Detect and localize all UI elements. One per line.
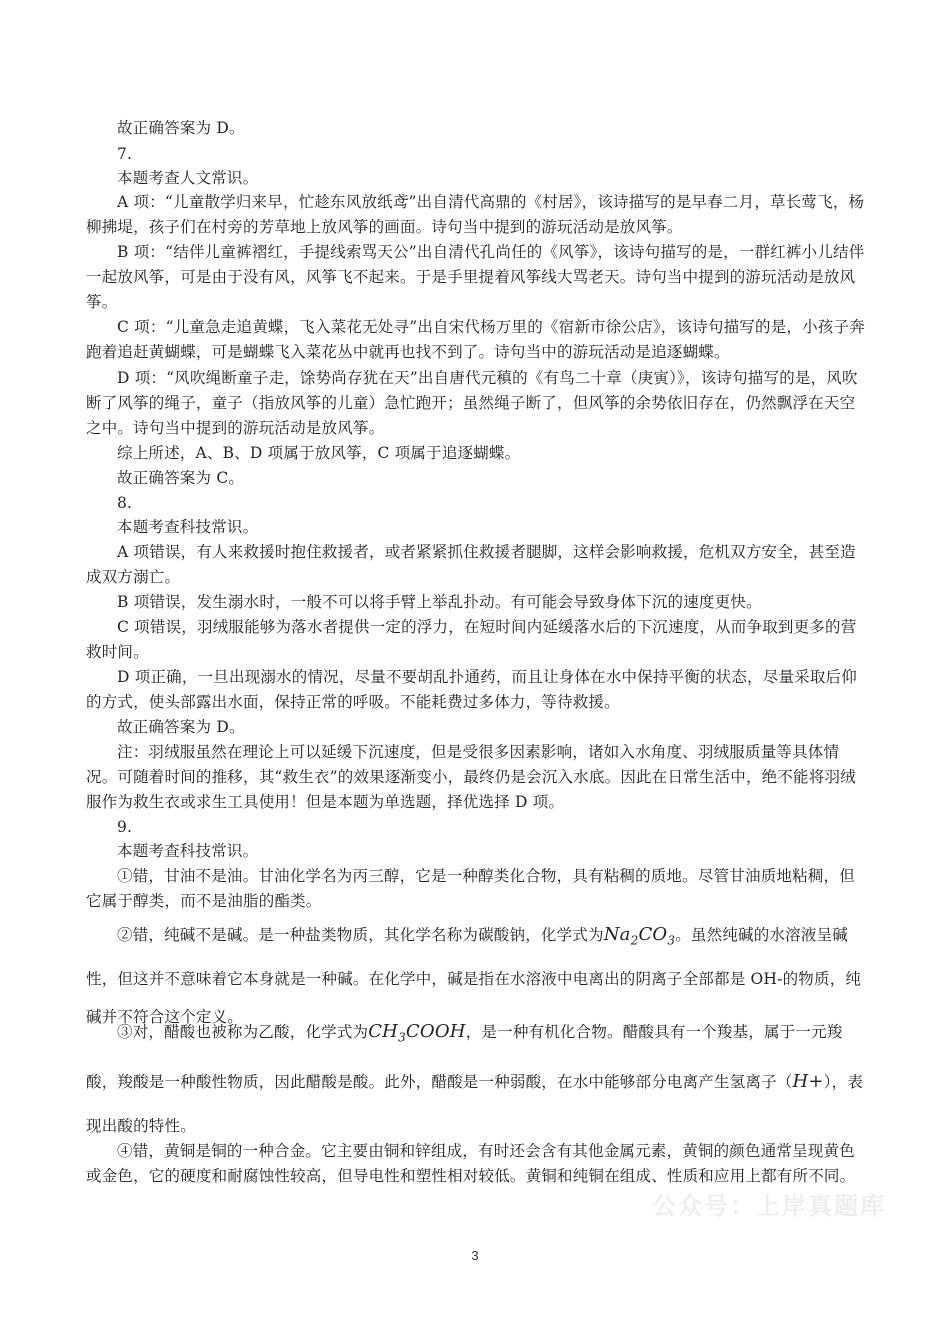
item-3-suffix: ），表现出酸的特性。	[86, 1072, 864, 1135]
paragraph-7-summary: 综上所述，A、B、D 项属于放风筝，C 项属于追逐蝴蝶。	[117, 444, 521, 462]
formula-na: Na	[603, 924, 631, 945]
paragraph-9-item-3	[86, 1010, 866, 1148]
paragraph-7-option-c: C 项：“儿童急走追黄蝶，飞入菜花无处寻”出自宋代杨万里的《宿新市徐公店》，该诗句描写的是，小孩子奔跑着追赶黄蝴蝶，可是蝴蝶飞入菜花丛中就再也找不到了。诗句当中的游玩活动是追逐蝴蝶。	[86, 318, 865, 361]
formula-sub-2: 2	[630, 933, 639, 948]
paragraph-8-option-d: D 项正确，一旦出现溺水的情况，尽量不要胡乱扑通药，而且让身体在水中保持平衡的状态，尽量采取后仰的方式，使头部露出水面，保持正常的呼吸。不能耗费过多体力，等待救援。	[86, 668, 857, 711]
paragraph-topic-8: 本题考查科技常识。	[117, 518, 259, 536]
page-number: 3	[471, 1248, 479, 1263]
item-3-prefix: ③对，醋酸也被称为乙酸，化学式为	[117, 1023, 369, 1041]
formula-sub-3: 3	[667, 933, 676, 948]
paragraph-answer-d-8: 故正确答案为 D。	[117, 718, 245, 736]
paragraph-8-option-b: B 项错误，发生溺水时，一般不可以将手臂上举乱扑动。有可能会导致身体下沉的速度更快。	[117, 593, 762, 611]
item-2-suffix: 。虽然纯碱的水溶液呈碱性，但这并不意味着它本身就是一种碱。在化学中，碱是指在水溶液中电离出的阴离子全部都是 OH-的物质，纯碱并不符合这个定义。	[86, 926, 862, 1026]
formula-co: CO	[638, 924, 668, 945]
formula-sub-3b: 3	[398, 1030, 406, 1045]
formula-cooh: COOH	[405, 1021, 466, 1042]
paragraph-9-item-4: ④错，黄铜是铜的一种合金。它主要由铜和锌组成，有时还会含有其他金属元素，黄铜的颜色通常呈现黄色或金色，它的硬度和耐腐蚀性较高，但导电性和塑性相对较低。黄铜和纯铜在组成、性质和应用上都有所不同。	[86, 1142, 856, 1185]
question-number-9: 9.	[117, 818, 133, 836]
item-3-middle: ，是一种有机化合物。醋酸具有一个羧基，属于一元羧酸，羧酸是一种酸性物质，因此醋酸是酸。此外，醋酸是一种弱酸，在水中能够部分电离产生氢离子（	[86, 1023, 843, 1091]
item-2-prefix: ②错，纯碱不是碱。是一种盐类物质，其化学名称为碳酸钠，化学式为	[117, 926, 604, 944]
paragraph-8-option-c: C 项错误，羽绒服能够为落水者提供一定的浮力，在短时间内延缓落水后的下沉速度，从而争取到更多的营救时间。	[86, 618, 857, 661]
paragraph-answer-d-6: 故正确答案为 D。	[117, 119, 245, 137]
paragraph-7-option-a: A 项：“儿童散学归来早，忙趁东风放纸鸢”出自清代高鼎的《村居》，该诗描写的是早春二月，草长莺飞，杨柳拂堤，孩子们在村旁的芳草地上放风筝的画面。诗句当中提到的游玩活动是放风筝。	[86, 193, 865, 236]
watermark-text: 公众号：上岸真题库	[652, 1192, 886, 1220]
paragraph-8-option-a: A 项错误，有人来救援时抱住救援者，或者紧紧抓住救援者腿脚，这样会影响救援，危机双方安全，甚至造成双方溺亡。	[86, 543, 856, 586]
formula-ch3cooh	[368, 1021, 466, 1045]
paragraph-9-item-1: ①错，甘油不是油。甘油化学名为丙三醇，它是一种醇类化合物，具有粘稠的质地。尽管甘油质地粘稠，但它属于醇类，而不是油脂的酯类。	[86, 867, 855, 910]
formula-na2co3	[603, 924, 676, 948]
question-number-7: 7.	[117, 145, 133, 163]
paragraph-7-option-b: B 项：“结伴儿童裤褶红，手提线索骂天公”出自清代孔尚任的《风筝》，该诗句描写的是，一群红裤小儿结伴一起放风筝，可是由于没有风，风筝飞不起来。于是手里提着风筝线大骂老天。诗句当中提到的游玩活动是放风筝。	[86, 243, 865, 311]
question-number-8: 8.	[117, 494, 133, 512]
formula-ch: CH	[368, 1021, 399, 1042]
paragraph-answer-c-7: 故正确答案为 C。	[117, 469, 245, 487]
paragraph-7-option-d: D 项：“风吹绳断童子走，馀势尚存犹在天”出自唐代元稹的《有鸟二十章（庚寅）》，该诗句描写的是，风吹断了风筝的绳子，童子（指放风筝的儿童）急忙跑开；虽然绳子断了，但风筝的余势依旧存在，仍然飘浮在天空之中。诗句当中提到的游玩活动是放风筝。	[86, 369, 858, 437]
paragraph-8-note: 注：羽绒服虽然在理论上可以延缓下沉速度，但是受很多因素影响，诸如入水角度、羽绒服质量等具体情况。可随着时间的推移，其“救生衣”的效果逐渐变小，最终仍是会沉入水底。因此在日常生活中，绝不能将羽绒服作为救生衣或求生工具使用！但是本题为单选题，择优选择 D 项。	[86, 743, 856, 811]
paragraph-topic-7: 本题考查人文常识。	[117, 169, 259, 187]
formula-h-ion: H+	[792, 1070, 824, 1092]
paragraph-topic-9: 本题考查科技常识。	[117, 842, 259, 860]
